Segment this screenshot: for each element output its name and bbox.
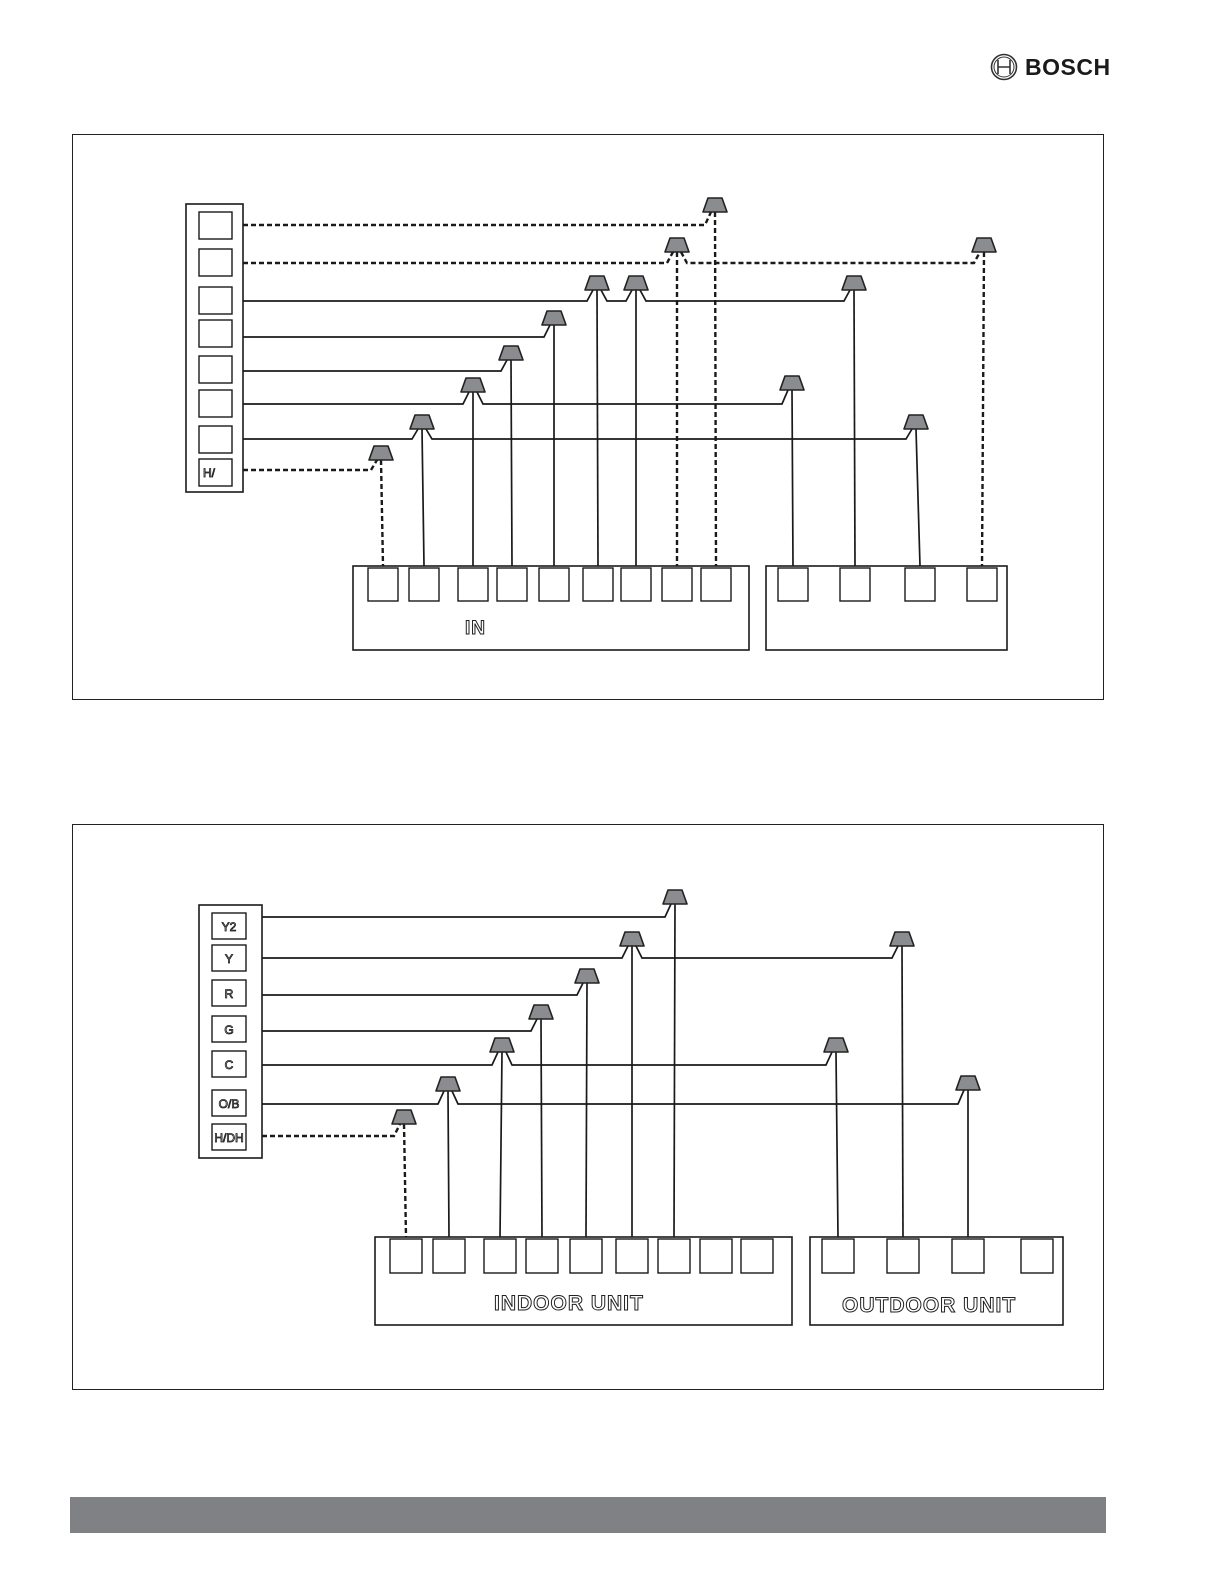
terminal-label: R	[224, 987, 234, 1001]
indoor-terminal	[583, 568, 613, 601]
thermostat-terminal	[199, 212, 232, 239]
thermostat-terminal	[199, 287, 232, 314]
thermostat-wire	[262, 1019, 537, 1031]
wire-nut-connector	[369, 446, 393, 460]
thermostat-wire	[262, 1124, 400, 1136]
thermostat-wire	[243, 325, 550, 337]
outdoor-terminal	[822, 1239, 854, 1273]
outdoor-terminal	[905, 568, 935, 601]
thermostat-wire	[243, 290, 593, 301]
wire-nut-connector	[461, 378, 485, 392]
unit-wire	[792, 390, 793, 566]
thermostat-terminal	[199, 356, 232, 383]
unit-wire	[674, 904, 675, 1237]
indoor-unit-label: IN	[465, 618, 486, 639]
thermostat-wire	[243, 212, 711, 225]
wire-nut-connector	[703, 198, 727, 212]
unit-wire	[916, 429, 920, 566]
brand-name: BOSCH	[1025, 54, 1111, 80]
wire-nut-connector	[842, 276, 866, 290]
wire-nut-connector	[490, 1038, 514, 1052]
jumper-wire	[452, 1090, 964, 1104]
wire-nut-connector	[956, 1076, 980, 1090]
unit-wire	[422, 429, 424, 566]
indoor-terminal	[433, 1239, 465, 1273]
outdoor-terminal	[840, 568, 870, 601]
thermostat-wire	[243, 429, 418, 439]
jumper-wire	[640, 290, 850, 301]
indoor-terminal	[701, 568, 731, 601]
indoor-terminal	[662, 568, 692, 601]
wire-nut-connector	[624, 276, 648, 290]
thermostat-terminal	[199, 249, 232, 276]
jumper-wire	[601, 290, 632, 301]
outdoor-terminal	[952, 1239, 984, 1273]
wire-nut-connector	[824, 1038, 848, 1052]
terminal-label: H/	[203, 466, 215, 480]
thermostat-terminal	[199, 426, 232, 453]
jumper-wire	[477, 390, 788, 404]
unit-wire	[448, 1091, 449, 1237]
indoor-terminal	[497, 568, 527, 601]
wire-nut-connector	[575, 969, 599, 983]
unit-wire	[597, 290, 598, 566]
indoor-terminal	[390, 1239, 422, 1273]
thermostat-terminal	[199, 390, 232, 417]
indoor-terminal	[458, 568, 488, 601]
outdoor-terminal	[778, 568, 808, 601]
wire-nut-connector	[436, 1077, 460, 1091]
outdoor-terminal	[887, 1239, 919, 1273]
indoor-terminal	[484, 1239, 516, 1273]
unit-wire	[902, 946, 903, 1237]
thermostat-wire	[243, 360, 507, 371]
thermostat-wire	[243, 252, 673, 263]
thermostat-wire	[262, 983, 583, 995]
unit-wire	[586, 983, 587, 1237]
wire-nut-connector	[665, 238, 689, 252]
thermostat-wire	[262, 1052, 498, 1065]
indoor-terminal	[526, 1239, 558, 1273]
wire-nut-connector	[499, 346, 523, 360]
terminal-label: Y2	[221, 920, 237, 934]
wire-nut-connector	[663, 890, 687, 904]
wire-nut-connector	[410, 415, 434, 429]
terminal-label: G	[224, 1023, 234, 1037]
terminal-label: Y	[224, 952, 234, 966]
unit-wire	[854, 290, 855, 566]
indoor-terminal	[616, 1239, 648, 1273]
wire-nut-connector	[392, 1110, 416, 1124]
wire-nut-connector	[529, 1005, 553, 1019]
unit-wire	[381, 460, 383, 566]
wire-nut-connector	[780, 376, 804, 390]
wire-nut-connector	[585, 276, 609, 290]
indoor-unit-label: INDOOR UNIT	[494, 1292, 644, 1315]
terminal-label: C	[224, 1058, 234, 1072]
indoor-terminal	[741, 1239, 773, 1273]
wire-nut-connector	[620, 932, 644, 946]
footer-bar	[70, 1497, 1106, 1533]
wire-nut-connector	[972, 238, 996, 252]
indoor-terminal	[658, 1239, 690, 1273]
thermostat-wire	[243, 460, 377, 470]
terminal-label: H/DH	[214, 1131, 244, 1145]
indoor-terminal	[570, 1239, 602, 1273]
thermostat-wire	[262, 904, 671, 917]
thermostat-wire	[262, 1091, 444, 1104]
jumper-wire	[426, 429, 912, 439]
unit-wire	[404, 1124, 406, 1237]
indoor-terminal	[539, 568, 569, 601]
unit-wire	[715, 212, 716, 566]
outdoor-terminal	[967, 568, 997, 601]
terminal-label: O/B	[218, 1097, 240, 1111]
jumper-wire	[681, 252, 980, 263]
thermostat-wire	[243, 392, 469, 404]
jumper-wire	[506, 1052, 832, 1065]
unit-wire	[541, 1019, 542, 1237]
indoor-terminal	[368, 568, 398, 601]
outdoor-terminal	[1021, 1239, 1053, 1273]
unit-wire	[836, 1052, 838, 1237]
indoor-terminal	[621, 568, 651, 601]
outdoor-unit-label: OUTDOOR UNIT	[842, 1294, 1017, 1317]
wire-nut-connector	[542, 311, 566, 325]
wire-nut-connector	[904, 415, 928, 429]
wire-nut-connector	[890, 932, 914, 946]
thermostat-wire	[262, 946, 628, 958]
unit-wire	[982, 252, 984, 566]
unit-wire	[511, 360, 512, 566]
thermostat-terminal	[199, 320, 232, 347]
unit-wire	[500, 1052, 502, 1237]
indoor-terminal	[700, 1239, 732, 1273]
indoor-terminal	[409, 568, 439, 601]
